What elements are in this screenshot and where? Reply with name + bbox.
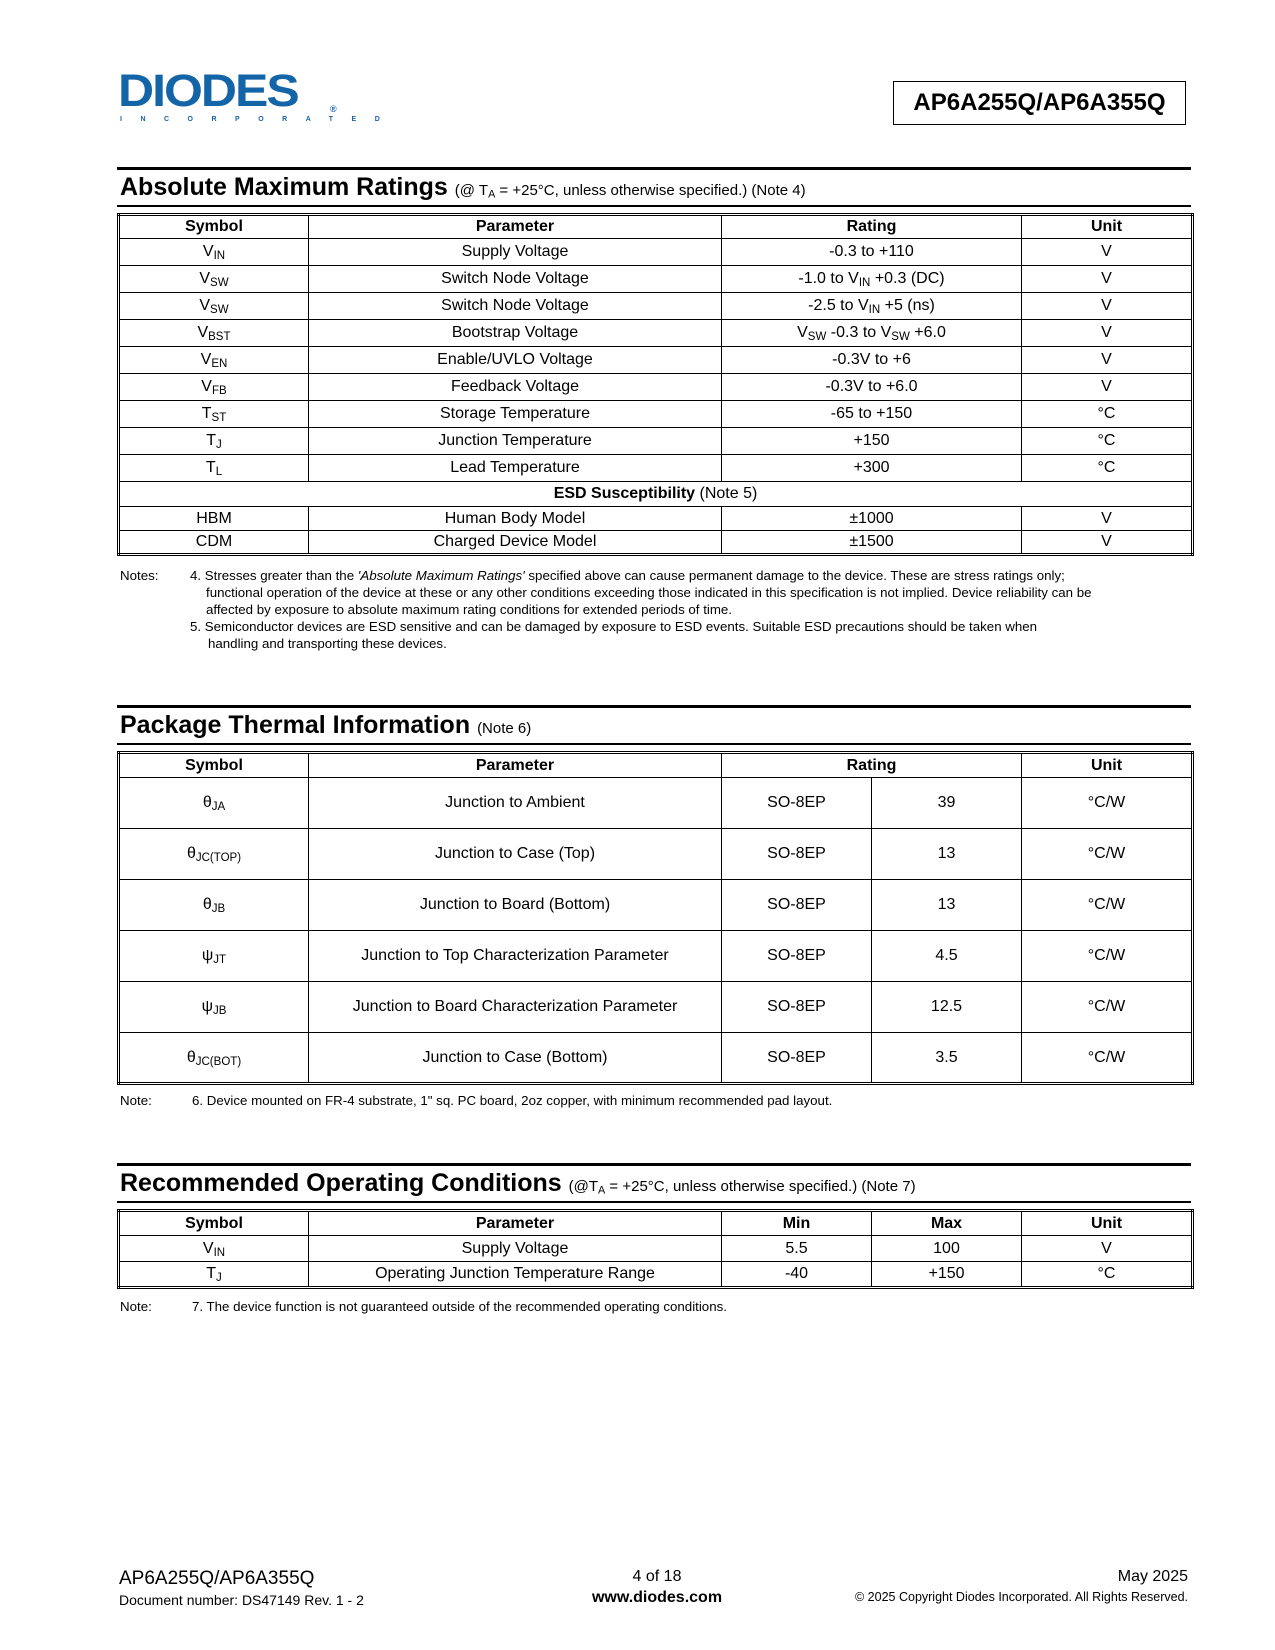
parameter-cell: Supply Voltage [309,239,722,266]
value-cell: 4.5 [872,931,1022,982]
unit-cell: °C/W [1022,880,1193,931]
parameter-cell: Junction to Board (Bottom) [309,880,722,931]
value-cell: 39 [872,778,1022,829]
amr-header-symbol: Symbol [119,215,309,239]
min-cell: 5.5 [722,1236,872,1262]
symbol-cell: TST [119,401,309,428]
unit-cell: V [1022,320,1193,347]
table-row [119,982,1193,1033]
symbol-cell: VEN [119,347,309,374]
symbol-cell: θJB [119,880,309,931]
parameter-cell: Bootstrap Voltage [309,320,722,347]
symbol-cell: ψJB [119,982,309,1033]
table-row [119,266,1193,293]
symbol-cell: θJC(TOP) [119,829,309,880]
pti-title-text: Package Thermal Information [120,711,471,739]
unit-cell: V [1022,266,1193,293]
pti-header-rating: Rating [722,753,1022,778]
unit-cell: V [1022,1236,1193,1262]
parameter-cell: Operating Junction Temperature Range [309,1262,722,1288]
parameter-cell: Supply Voltage [309,1236,722,1262]
max-cell: +150 [872,1262,1022,1288]
table-row [119,239,1193,266]
amr-header-parameter: Parameter [309,215,722,239]
amr-header-rating: Rating [722,215,1022,239]
package-cell: SO-8EP [722,829,872,880]
symbol-cell: VIN [119,1236,309,1262]
parameter-cell: Enable/UVLO Voltage [309,347,722,374]
note-6: 6. Device mounted on FR-4 substrate, 1" sq. PC board, 2oz copper, with minimum recommended pad layout. [192,1093,833,1108]
rating-cell: -0.3 to +110 [722,239,1022,266]
note-4-line-1: 4. Stresses greater than the 'Absolute Maximum Ratings' specified above can cause permanent damage to the device. These are stress ratings only; [190,568,1065,583]
table-row [119,428,1193,455]
table-row [119,778,1193,829]
parameter-cell: Junction Temperature [309,428,722,455]
amr-table [117,213,1194,556]
roc-table [117,1209,1194,1289]
pti-header-row [119,753,1193,778]
roc-title-text: Recommended Operating Conditions [120,1169,562,1197]
amr-notes [120,567,1190,657]
unit-cell: °C [1022,428,1193,455]
unit-cell: °C/W [1022,931,1193,982]
parameter-cell: Junction to Board Characterization Parameter [309,982,722,1033]
table-row [119,347,1193,374]
min-cell: -40 [722,1262,872,1288]
pti-title [120,711,531,740]
value-cell: 3.5 [872,1033,1022,1084]
symbol-cell: θJC(BOT) [119,1033,309,1084]
pti-table [117,751,1194,1085]
table-row [119,880,1193,931]
symbol-cell: TJ [119,428,309,455]
roc-header-unit: Unit [1022,1211,1193,1236]
table-row [119,320,1193,347]
rating-cell: -0.3V to +6 [722,347,1022,374]
roc-header-parameter: Parameter [309,1211,722,1236]
pti-header-unit: Unit [1022,753,1193,778]
table-row [119,1262,1193,1288]
unit-cell: °C [1022,401,1193,428]
logo-registered-mark: ® [330,104,337,114]
footer-part-number: AP6A255Q/AP6A355Q [119,1568,315,1589]
parameter-cell: Switch Node Voltage [309,293,722,320]
roc-notes [120,1298,1190,1318]
symbol-cell: VSW [119,293,309,320]
amr-subtitle: (@ TA = +25°C, unless otherwise specified.) (Note 4) [454,182,806,201]
rating-cell: -2.5 to VIN +5 (ns) [722,293,1022,320]
note-4-line-3: affected by exposure to absolute maximum rating conditions for extended periods of time. [206,602,733,617]
table-row [119,293,1193,320]
table-row [119,829,1193,880]
rating-cell: ±1000 [722,507,1022,531]
esd-section-row [119,482,1193,507]
roc-title [120,1169,916,1198]
note-7: 7. The device function is not guaranteed outside of the recommended operating conditions. [192,1299,727,1314]
unit-cell: °C/W [1022,778,1193,829]
note-5-line-2: handling and transporting these devices. [208,636,447,651]
symbol-cell: CDM [119,531,309,555]
roc-bottom-rule [117,1201,1191,1203]
parameter-cell: Switch Node Voltage [309,266,722,293]
unit-cell: °C/W [1022,1033,1193,1084]
amr-title [120,173,806,202]
symbol-cell: TL [119,455,309,482]
parameter-cell: Human Body Model [309,507,722,531]
footer-page-number: 4 of 18 [632,1568,682,1585]
rating-cell: -0.3V to +6.0 [722,374,1022,401]
footer-copyright: © 2025 Copyright Diodes Incorporated. All Rights Reserved. [855,1590,1188,1604]
value-cell: 13 [872,829,1022,880]
amr-bottom-rule [117,205,1191,207]
table-row [119,374,1193,401]
logo-wordmark: DIODES [118,65,298,116]
table-row [119,531,1193,555]
footer-date: May 2025 [1117,1568,1188,1585]
roc-header-min: Min [722,1211,872,1236]
parameter-cell: Charged Device Model [309,531,722,555]
max-cell: 100 [872,1236,1022,1262]
footer-website-link[interactable]: www.diodes.com [591,1589,723,1606]
unit-cell: V [1022,293,1193,320]
rating-cell: ±1500 [722,531,1022,555]
parameter-cell: Junction to Top Characterization Parameter [309,931,722,982]
package-cell: SO-8EP [722,931,872,982]
package-cell: SO-8EP [722,880,872,931]
notes-label: Notes: [120,568,159,583]
parameter-cell: Feedback Voltage [309,374,722,401]
note-5-line-1: 5. Semiconductor devices are ESD sensitive and can be damaged by exposure to ESD events. Suitable ESD precautions should be taken when [190,619,1038,634]
table-row [119,401,1193,428]
amr-title-text: Absolute Maximum Ratings [120,173,448,201]
package-cell: SO-8EP [722,778,872,829]
table-row [119,1236,1193,1262]
part-number-box: AP6A255Q/AP6A355Q [893,81,1186,125]
amr-top-rule [117,167,1191,170]
value-cell: 12.5 [872,982,1022,1033]
rating-cell: -65 to +150 [722,401,1022,428]
roc-header-row [119,1211,1193,1236]
amr-header-row [119,215,1193,239]
unit-cell: °C/W [1022,829,1193,880]
note-label: Note: [120,1299,152,1314]
parameter-cell: Junction to Case (Top) [309,829,722,880]
pti-header-parameter: Parameter [309,753,722,778]
rating-cell: VSW -0.3 to VSW +6.0 [722,320,1022,347]
amr-header-unit: Unit [1022,215,1193,239]
unit-cell: V [1022,507,1193,531]
table-row [119,1033,1193,1084]
diodes-logo [118,65,399,130]
symbol-cell: HBM [119,507,309,531]
symbol-cell: VFB [119,374,309,401]
symbol-cell: VBST [119,320,309,347]
rating-cell: +150 [722,428,1022,455]
symbol-cell: VIN [119,239,309,266]
note-4-line-2: functional operation of the device at these or any other conditions exceeding those indicated in this specification is not implied. Device reliability can be [206,585,1092,600]
symbol-cell: ψJT [119,931,309,982]
footer-document-number: Document number: DS47149 Rev. 1 - 2 [119,1592,364,1608]
rating-cell: -1.0 to VIN +0.3 (DC) [722,266,1022,293]
unit-cell: V [1022,347,1193,374]
unit-cell: °C/W [1022,982,1193,1033]
pti-bottom-rule [117,743,1191,745]
symbol-cell: TJ [119,1262,309,1288]
logo-incorporated: INCORPORATED [120,116,399,123]
parameter-cell: Junction to Ambient [309,778,722,829]
unit-cell: °C [1022,1262,1193,1288]
pti-top-rule [117,705,1191,708]
roc-header-max: Max [872,1211,1022,1236]
symbol-cell: θJA [119,778,309,829]
pti-subtitle: (Note 6) [477,720,532,737]
esd-section-label: ESD Susceptibility (Note 5) [119,482,1193,507]
note-label: Note: [120,1093,152,1108]
table-row [119,507,1193,531]
roc-header-symbol: Symbol [119,1211,309,1236]
pti-notes [120,1092,1190,1112]
parameter-cell: Junction to Case (Bottom) [309,1033,722,1084]
value-cell: 13 [872,880,1022,931]
table-row [119,931,1193,982]
unit-cell: V [1022,239,1193,266]
table-row [119,455,1193,482]
symbol-cell: VSW [119,266,309,293]
unit-cell: V [1022,531,1193,555]
parameter-cell: Lead Temperature [309,455,722,482]
roc-top-rule [117,1163,1191,1166]
roc-subtitle: (@TA = +25°C, unless otherwise specified.) (Note 7) [568,1178,916,1197]
rating-cell: +300 [722,455,1022,482]
package-cell: SO-8EP [722,1033,872,1084]
unit-cell: °C [1022,455,1193,482]
unit-cell: V [1022,374,1193,401]
pti-header-symbol: Symbol [119,753,309,778]
package-cell: SO-8EP [722,982,872,1033]
parameter-cell: Storage Temperature [309,401,722,428]
